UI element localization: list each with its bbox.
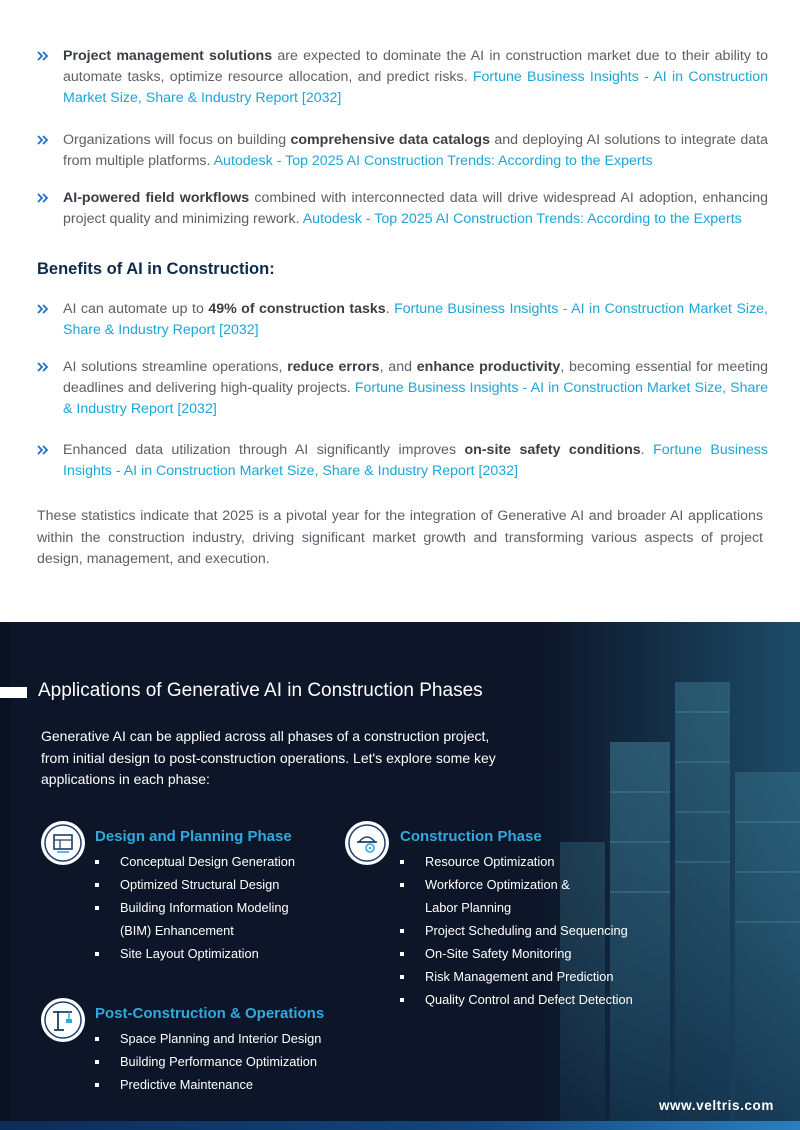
source-link[interactable]: Autodesk - Top 2025 AI Construction Trends: According to the Experts <box>302 211 742 227</box>
item-text: and deploying AI solutions to integrate data from multiple platforms. <box>63 132 768 169</box>
list-item <box>400 919 633 942</box>
applications-section <box>0 622 800 1130</box>
list-item <box>37 299 768 341</box>
bullet-square <box>400 952 404 956</box>
list-item-text: Resource Optimization <box>425 854 555 869</box>
benefits-list <box>37 299 768 482</box>
crane-icon <box>40 997 86 1043</box>
list-item <box>95 850 295 873</box>
blueprint-icon <box>40 820 86 866</box>
item-bold: on-site safety conditions <box>464 442 641 458</box>
bullet-square <box>95 1037 99 1041</box>
construction-phase-title: Construction Phase <box>400 828 542 845</box>
item-bold: enhance productivity <box>416 359 561 375</box>
post-construction-list <box>95 1027 321 1096</box>
list-item-text: Site Layout Optimization <box>120 946 259 961</box>
item-text: . <box>640 442 654 458</box>
list-item-text: Optimized Structural Design <box>120 877 280 892</box>
list-item-text: On-Site Safety Monitoring <box>425 946 572 961</box>
item-text: AI solutions streamline operations, <box>63 359 288 375</box>
bullet-square <box>95 1060 99 1064</box>
list-item-text: Building Information Modeling <box>120 900 289 915</box>
list-item-text: Predictive Maintenance <box>120 1077 254 1092</box>
list-item <box>37 357 768 420</box>
double-chevron-right-icon <box>37 50 49 62</box>
design-phase-title: Design and Planning Phase <box>95 828 292 845</box>
post-construction-title: Post-Construction & Operations <box>95 1005 325 1022</box>
source-link[interactable]: Fortune Business Insights - AI in Construction Market Size, Share & Industry Report [2032] <box>63 380 769 417</box>
double-chevron-right-icon <box>37 134 49 146</box>
double-chevron-right-icon <box>37 192 49 204</box>
summary-paragraph: These statistics indicate that 2025 is a pivotal year for the integration of Generative AI and broader AI applications within the construction industry, driving significant market growth and transforming various aspects of project design, management, and execution. <box>37 508 763 567</box>
item-text: , becoming essential for meeting deadlines and delivering high-quality projects. <box>63 359 768 396</box>
item-bold: 49% of construction tasks <box>208 301 386 317</box>
item-bold: Project management solutions <box>63 48 273 64</box>
list-item <box>95 1027 321 1050</box>
bullet-square <box>400 860 404 864</box>
list-item-continuation <box>95 919 295 942</box>
list-item-continuation <box>400 896 633 919</box>
item-text: Organizations will focus on building <box>63 132 291 148</box>
double-chevron-right-icon <box>37 303 49 315</box>
list-item <box>400 873 633 896</box>
list-item <box>95 1050 321 1073</box>
bullet-square <box>95 1083 99 1087</box>
source-link[interactable]: Fortune Business Insights - AI in Construction Market Size, Share & Industry Report [2032] <box>63 301 768 338</box>
accent-bar <box>0 687 27 698</box>
list-item-text: Labor Planning <box>425 900 512 915</box>
bullet-square <box>95 883 99 887</box>
double-chevron-right-icon <box>37 444 49 456</box>
source-link[interactable]: Autodesk - Top 2025 AI Construction Trends: According to the Experts <box>213 153 653 169</box>
website-link[interactable]: www.veltris.com <box>658 1098 774 1113</box>
list-item-text: Project Scheduling and Sequencing <box>425 923 628 938</box>
gear-helmet-icon <box>344 820 390 866</box>
applications-intro: Generative AI can be applied across all phases of a construction project, from initial design to post-construction operations. Let's explore some key applications in each phase: <box>41 728 496 787</box>
list-item-text: Conceptual Design Generation <box>120 854 296 869</box>
source-link[interactable]: Fortune Business Insights - AI in Construction Market Size, Share & Industry Report [2032] <box>63 69 768 106</box>
list-item <box>37 440 768 482</box>
list-item <box>37 130 768 172</box>
list-item-text: Space Planning and Interior Design <box>120 1031 322 1046</box>
item-text: are expected to dominate the AI in construction market due to their ability to automate tasks, optimize resource allocation, and predict risks. <box>63 48 768 85</box>
item-text: Enhanced data utilization through AI significantly improves <box>63 442 465 458</box>
bullet-square <box>400 883 404 887</box>
list-item <box>400 965 633 988</box>
item-text: AI can automate up to <box>63 301 209 317</box>
bullet-square <box>400 929 404 933</box>
bullet-square <box>400 975 404 979</box>
left-stripe <box>0 622 10 1130</box>
trends-list <box>37 46 768 230</box>
list-item <box>400 942 633 965</box>
list-item <box>95 873 295 896</box>
list-item <box>400 988 633 1011</box>
list-item-text: Risk Management and Prediction <box>425 969 614 984</box>
applications-title: Applications of Generative AI in Construction Phases <box>38 680 483 701</box>
list-item <box>37 46 768 109</box>
list-item <box>400 850 633 873</box>
list-item-text: Workforce Optimization & <box>425 877 570 892</box>
list-item-text: Quality Control and Defect Detection <box>425 992 633 1007</box>
bullet-square <box>95 906 99 910</box>
item-text: , and <box>379 359 417 375</box>
item-text: combined with interconnected data will drive widespread AI adoption, enhancing project quality and minimizing rework. <box>63 190 768 227</box>
item-text: . <box>385 301 395 317</box>
bullet-square <box>400 998 404 1002</box>
item-bold: AI-powered field workflows <box>63 190 250 206</box>
list-item <box>37 188 768 230</box>
list-item <box>95 896 295 919</box>
bottom-bar <box>0 1121 800 1130</box>
bullet-square <box>95 860 99 864</box>
benefits-heading: Benefits of AI in Construction: <box>37 260 275 278</box>
list-item-text: Building Performance Optimization <box>120 1054 318 1069</box>
item-bold: reduce errors <box>287 359 380 375</box>
item-bold: comprehensive data catalogs <box>290 132 490 148</box>
construction-phase-list <box>400 850 633 1011</box>
bullet-square <box>95 952 99 956</box>
design-phase-list <box>95 850 295 965</box>
list-item <box>95 1073 321 1096</box>
double-chevron-right-icon <box>37 361 49 373</box>
list-item <box>95 942 295 965</box>
list-item-text: (BIM) Enhancement <box>120 923 234 938</box>
source-link[interactable]: Fortune Business Insights - AI in Construction Market Size, Share & Industry Report [2032] <box>63 442 768 479</box>
